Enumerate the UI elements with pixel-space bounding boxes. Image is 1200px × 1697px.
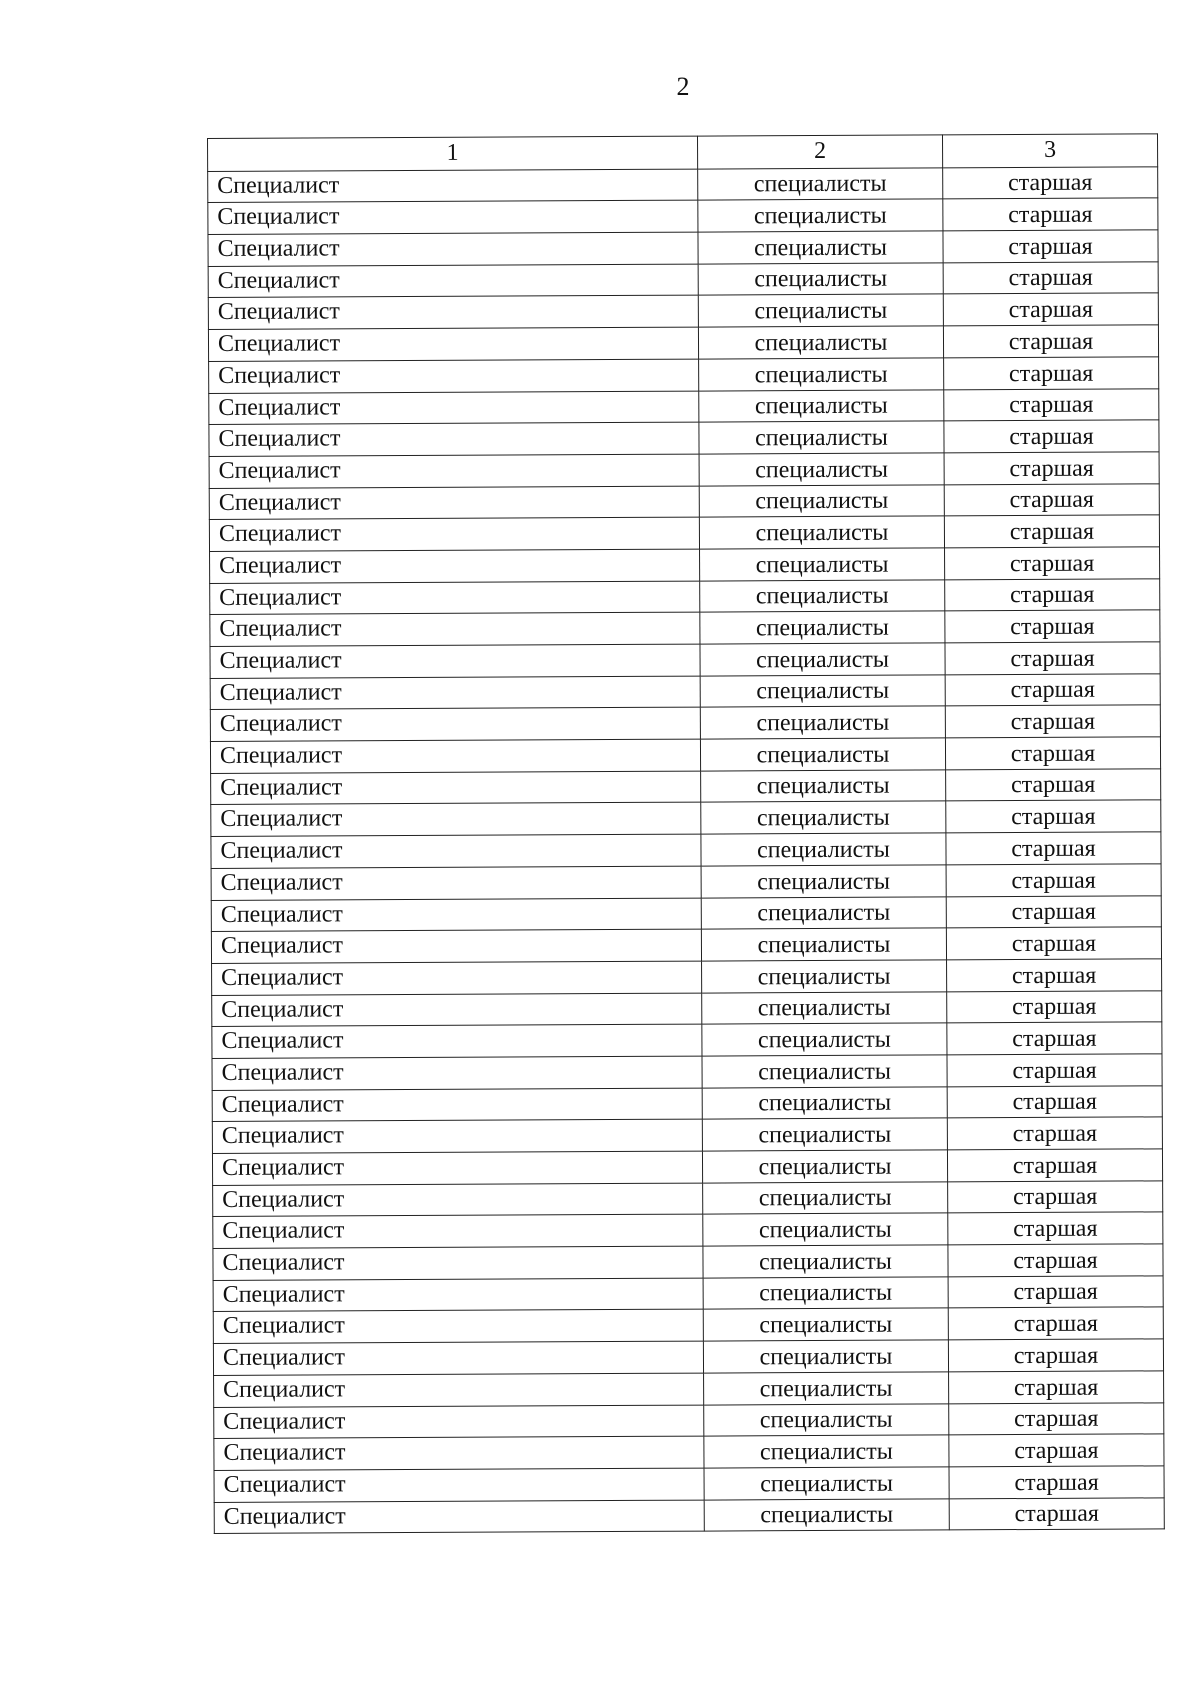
table-cell-col3: старшая [948, 1307, 1163, 1340]
table-row [210, 578, 1160, 614]
table-cell-col1: Специалист [209, 422, 699, 456]
header-cell-3: 3 [942, 134, 1157, 168]
table-cell-col1: Специалист [213, 1214, 703, 1248]
table-cell-col2: специалисты [699, 421, 944, 454]
table-cell-col3: старшая [943, 293, 1158, 326]
table-row [208, 167, 1158, 203]
table-cell-col2: специалисты [703, 1308, 948, 1341]
table-cell-col2: специалисты [703, 1182, 948, 1215]
header-cell-1: 1 [208, 136, 698, 171]
table-cell-col2: специалисты [700, 580, 945, 613]
table-row [211, 769, 1161, 805]
table-cell-col1: Специалист [209, 454, 699, 488]
table-cell-col1: Специалист [211, 834, 701, 868]
table-cell-col2: специалисты [699, 516, 944, 549]
table-row [214, 1497, 1164, 1533]
table-cell-col1: Специалист [213, 1183, 703, 1217]
table-cell-col3: старшая [947, 1054, 1162, 1087]
table-cell-col2: специалисты [702, 1055, 947, 1088]
table-row [208, 230, 1158, 266]
table-cell-col2: специалисты [703, 1340, 948, 1373]
table-cell-col3: старшая [944, 357, 1159, 390]
table-cell-col2: специалисты [701, 896, 946, 929]
table-row [213, 1276, 1163, 1312]
table-cell-col2: специалисты [701, 833, 946, 866]
table-cell-col3: старшая [946, 864, 1161, 897]
table-cell-col1: Специалист [209, 359, 699, 393]
table-row [214, 1371, 1164, 1407]
table-cell-col1: Специалист [213, 1310, 703, 1344]
table-cell-col1: Специалист [214, 1373, 704, 1407]
table-cell-col2: специалисты [698, 168, 943, 201]
table-cell-col3: старшая [949, 1402, 1164, 1435]
table-row [208, 325, 1158, 361]
header-row [208, 134, 1158, 171]
table-cell-col1: Специалист [213, 1278, 703, 1312]
table-row [211, 864, 1161, 900]
table-cell-col3: старшая [945, 705, 1160, 738]
table-row [211, 800, 1161, 836]
table-cell-col3: старшая [944, 420, 1159, 453]
table-row [212, 990, 1162, 1026]
table-cell-col3: старшая [949, 1466, 1164, 1499]
table-cell-col3: старшая [945, 737, 1160, 770]
table-cell-col2: специалисты [699, 453, 944, 486]
table-cell-col1: Специалист [210, 612, 700, 646]
table-row [208, 293, 1158, 329]
table-cell-col1: Специалист [211, 929, 701, 963]
table-cell-col2: специалисты [698, 231, 943, 264]
table-row [212, 1022, 1162, 1058]
table-cell-col3: старшая [945, 610, 1160, 643]
table-cell-col1: Специалист [212, 1119, 702, 1153]
table-row [214, 1434, 1164, 1470]
table-cell-col2: специалисты [700, 738, 945, 771]
table-cell-col3: старшая [948, 1276, 1163, 1309]
table-cell-col3: старшая [944, 483, 1159, 516]
table-cell-col1: Специалист [209, 517, 699, 551]
table-cell-col3: старшая [943, 325, 1158, 358]
table-cell-col2: специалисты [703, 1213, 948, 1246]
table-cell-col3: старшая [946, 927, 1161, 960]
table-cell-col3: старшая [944, 515, 1159, 548]
table-cell-col1: Специалист [209, 486, 699, 520]
table-cell-col2: специалисты [702, 1023, 947, 1056]
table-row [212, 1085, 1162, 1121]
table-cell-col3: старшая [947, 990, 1162, 1023]
table-cell-col3: старшая [947, 1022, 1162, 1055]
table-cell-col1: Специалист [208, 169, 698, 203]
table-cell-col2: специалисты [703, 1277, 948, 1310]
table-cell-col2: специалисты [704, 1498, 949, 1531]
table-cell-col2: специалисты [700, 706, 945, 739]
table-cell-col2: специалисты [704, 1403, 949, 1436]
table-row [208, 262, 1158, 298]
table-row [209, 483, 1159, 519]
table-row [213, 1307, 1163, 1343]
table-cell-col2: специалисты [702, 1118, 947, 1151]
table-cell-col1: Специалист [210, 739, 700, 773]
table-row [210, 737, 1160, 773]
table-row [208, 198, 1158, 234]
header-cell-2: 2 [697, 135, 942, 169]
table-cell-col1: Специалист [210, 707, 700, 741]
table-row [214, 1466, 1164, 1502]
table-cell-col3: старшая [948, 1244, 1163, 1277]
table-cell-col3: старшая [945, 642, 1160, 675]
table-row [214, 1402, 1164, 1438]
table-cell-col1: Специалист [209, 391, 699, 425]
table-cell-col1: Специалист [210, 581, 700, 615]
table-cell-col1: Специалист [214, 1436, 704, 1470]
table-cell-col3: старшая [949, 1371, 1164, 1404]
table-cell-col3: старшая [943, 230, 1158, 263]
table-row [210, 705, 1160, 741]
table-row [209, 420, 1159, 456]
table-cell-col2: специалисты [704, 1435, 949, 1468]
table-cell-col1: Специалист [211, 898, 701, 932]
table-cell-col3: старшая [949, 1497, 1164, 1530]
table-cell-col2: специалисты [698, 294, 943, 327]
table-row [210, 610, 1160, 646]
table-cell-col2: специалисты [701, 801, 946, 834]
table-cell-col3: старшая [948, 1339, 1163, 1372]
table-cell-col1: Специалист [212, 1056, 702, 1090]
table-cell-col3: старшая [945, 547, 1160, 580]
table-cell-col3: старшая [947, 1085, 1162, 1118]
table-cell-col2: специалисты [702, 1087, 947, 1120]
table-row [209, 357, 1159, 393]
table-row [213, 1212, 1163, 1248]
table-cell-col1: Специалист [210, 676, 700, 710]
table-cell-col1: Специалист [208, 232, 698, 266]
table-cell-col3: старшая [946, 895, 1161, 928]
table-cell-col1: Специалист [212, 961, 702, 995]
table-cell-col2: специалисты [701, 928, 946, 961]
table-cell-col3: старшая [945, 674, 1160, 707]
table-cell-col2: специалисты [700, 611, 945, 644]
table-row [212, 1149, 1162, 1185]
table-cell-col3: старшая [948, 1181, 1163, 1214]
table-row [212, 1117, 1162, 1153]
table-row [213, 1244, 1163, 1280]
table-row [211, 832, 1161, 868]
table-cell-col1: Специалист [214, 1405, 704, 1439]
table-cell-col2: специалисты [701, 865, 946, 898]
table-cell-col3: старшая [946, 800, 1161, 833]
table-cell-col2: специалисты [698, 326, 943, 359]
table-cell-col2: специалисты [699, 484, 944, 517]
table-cell-col1: Специалист [213, 1341, 703, 1375]
table-row [211, 895, 1161, 931]
table-cell-col3: старшая [949, 1434, 1164, 1467]
table-row [212, 1054, 1162, 1090]
table-cell-col1: Специалист [212, 993, 702, 1027]
table-cell-col1: Специалист [213, 1246, 703, 1280]
table-cell-col3: старшая [943, 198, 1158, 231]
table-cell-col2: специалисты [703, 1245, 948, 1278]
table-cell-col3: старшая [947, 959, 1162, 992]
table-cell-col2: специалисты [699, 358, 944, 391]
table-cell-col1: Специалист [211, 866, 701, 900]
table-cell-col2: специалисты [698, 263, 943, 296]
table-cell-col3: старшая [946, 769, 1161, 802]
page-number: 2 [676, 72, 690, 101]
table-cell-col3: старшая [947, 1149, 1162, 1182]
table-cell-col1: Специалист [212, 1088, 702, 1122]
table-cell-col2: специалисты [702, 960, 947, 993]
table-cell-col2: специалисты [699, 389, 944, 422]
table-cell-col3: старшая [948, 1212, 1163, 1245]
table-cell-col3: старшая [946, 832, 1161, 865]
table-header [208, 134, 1158, 171]
table-cell-col1: Специалист [212, 1024, 702, 1058]
table-cell-col1: Специалист [208, 327, 698, 361]
table-cell-col1: Специалист [210, 644, 700, 678]
table-row [210, 674, 1160, 710]
positions-table [207, 133, 1165, 1534]
table-cell-col2: специалисты [698, 199, 943, 232]
table-cell-col2: специалисты [700, 675, 945, 708]
table-row [209, 452, 1159, 488]
table-cell-col2: специалисты [701, 770, 946, 803]
table-cell-col3: старшая [944, 452, 1159, 485]
table-cell-col3: старшая [945, 578, 1160, 611]
table-cell-col2: специалисты [702, 1150, 947, 1183]
table-cell-col1: Специалист [208, 200, 698, 234]
table-cell-col3: старшая [944, 388, 1159, 421]
table-body [208, 167, 1165, 1534]
table-row [211, 927, 1161, 963]
table-cell-col1: Специалист [212, 1151, 702, 1185]
table-cell-col3: старшая [947, 1117, 1162, 1150]
table-cell-col1: Специалист [214, 1500, 704, 1534]
table-row [210, 642, 1160, 678]
table-cell-col1: Специалист [211, 803, 701, 837]
table-cell-col3: старшая [943, 262, 1158, 295]
table-cell-col2: специалисты [704, 1467, 949, 1500]
table-cell-col2: специалисты [702, 991, 947, 1024]
table-cell-col2: специалисты [700, 548, 945, 581]
table-cell-col2: специалисты [704, 1372, 949, 1405]
table-cell-col1: Специалист [208, 296, 698, 330]
table-row [210, 547, 1160, 583]
table-row [213, 1339, 1163, 1375]
table-row [212, 959, 1162, 995]
table-cell-col1: Специалист [211, 771, 701, 805]
table-row [209, 515, 1159, 551]
table-cell-col1: Специалист [208, 264, 698, 298]
table-cell-col3: старшая [943, 167, 1158, 200]
table-cell-col1: Специалист [214, 1468, 704, 1502]
table-cell-col2: специалисты [700, 643, 945, 676]
table-cell-col1: Специалист [210, 549, 700, 583]
table-row [209, 388, 1159, 424]
table-row [213, 1181, 1163, 1217]
